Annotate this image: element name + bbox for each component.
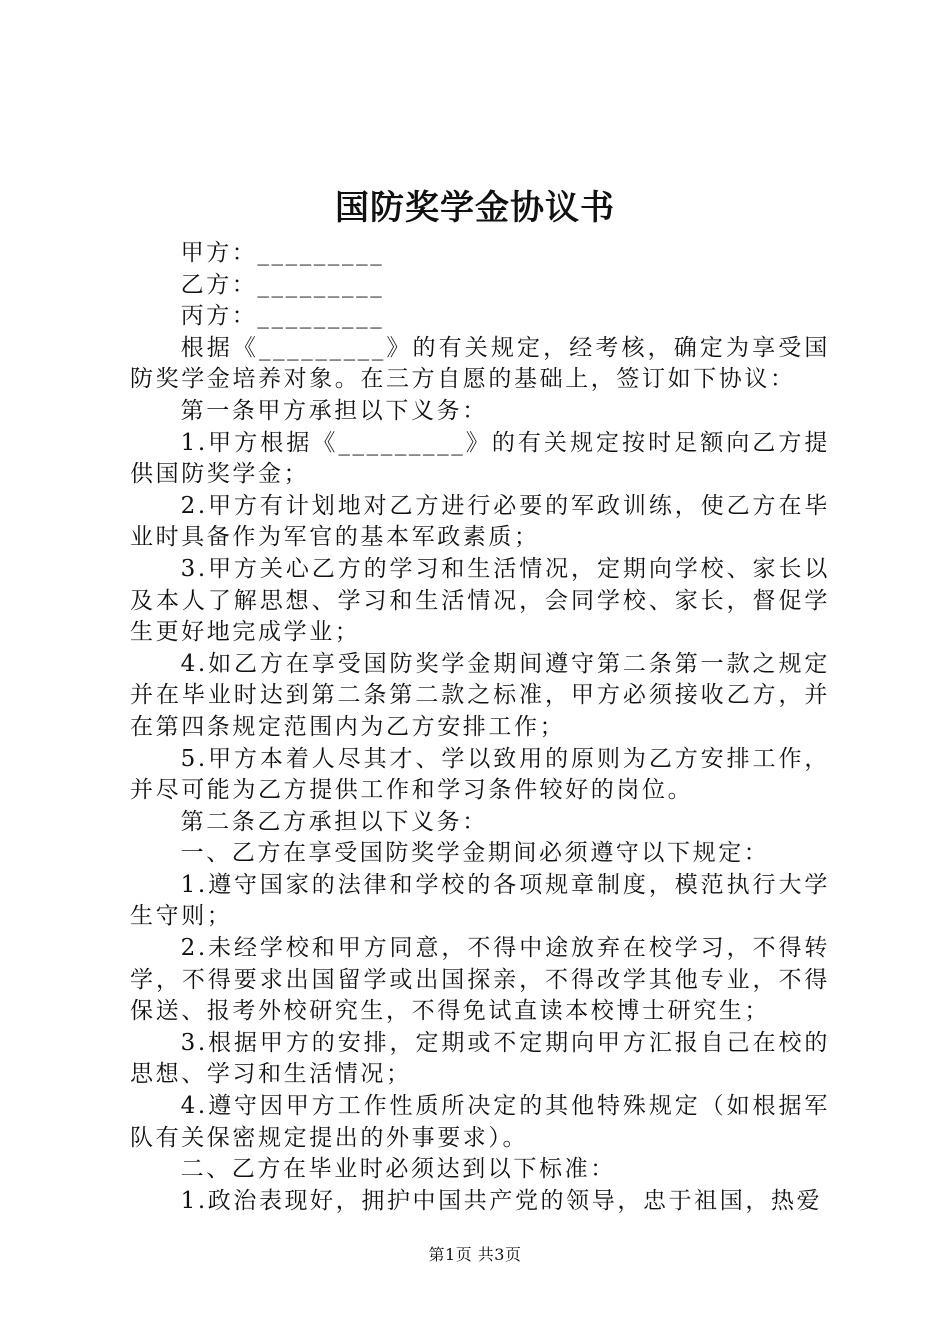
preamble-paragraph: 根据《_________》的有关规定，经考核，确定为享受国防奖学金培养对象。在三方自愿的基础上，签订如下协议： xyxy=(130,334,830,393)
page-footer: 第1页 共3页 xyxy=(428,1245,522,1264)
article-two-section-2-heading: 二、乙方在毕业时必须达到以下标准： xyxy=(180,1156,616,1183)
article-two-section-2-item-1: 1.政治表现好，拥护中国共产党的领导，忠于祖国，热爱 xyxy=(180,1187,823,1214)
article-two-section-1-item-1: 1.遵守国家的法律和学校的各项规章制度，模范执行大学生守则； xyxy=(130,871,830,930)
party-a-line: 甲方：_________ xyxy=(180,240,385,266)
article-two-section-1-item-3: 3.根据甲方的安排，定期或不定期向甲方汇报自己在校的思想、学习和生活情况； xyxy=(130,1029,830,1088)
party-c-line: 丙方：_________ xyxy=(180,303,385,330)
article-one-item-2: 2.甲方有计划地对乙方进行必要的军政训练，使乙方在毕业时具备作为军官的基本军政素质； xyxy=(130,492,830,551)
article-two-heading: 第二条乙方承担以下义务： xyxy=(180,808,488,835)
document-title: 国防奖学金协议书 xyxy=(335,188,615,228)
article-one-item-1: 1.甲方根据《_________》的有关规定按时足额向乙方提供国防奖学金； xyxy=(130,429,830,488)
article-two-section-1-item-4: 4.遵守因甲方工作性质所决定的其他特殊规定（如根据军队有关保密规定提出的外事要求）。 xyxy=(130,1093,830,1151)
article-two-section-1-heading: 一、乙方在享受国防奖学金期间必须遵守以下规定： xyxy=(180,840,770,867)
article-one-heading: 第一条甲方承担以下义务： xyxy=(180,397,488,424)
document-body xyxy=(130,238,830,1217)
article-one-item-5: 5.甲方本着人尽其才、学以致用的原则为乙方安排工作，并尽可能为乙方提供工作和学习条件较好的岗位。 xyxy=(130,745,830,804)
article-two-section-1-item-2: 2.未经学校和甲方同意，不得中途放弃在校学习，不得转学，不得要求出国留学或出国探亲，不得改学其他专业，不得保送、报考外校研究生，不得免试直读本校博士研究生； xyxy=(130,935,830,1025)
article-one-item-3: 3.甲方关心乙方的学习和生活情况，定期向学校、家长以及本人了解思想、学习和生活情况，会同学校、家长，督促学生更好地完成学业； xyxy=(130,555,830,646)
party-b-line: 乙方：_________ xyxy=(180,271,385,298)
article-one-item-4: 4.如乙方在享受国防奖学金期间遵守第二条第一款之规定并在毕业时达到第二条第二款之标准，甲方必须接收乙方，并在第四条规定范围内为乙方安排工作； xyxy=(130,650,830,740)
